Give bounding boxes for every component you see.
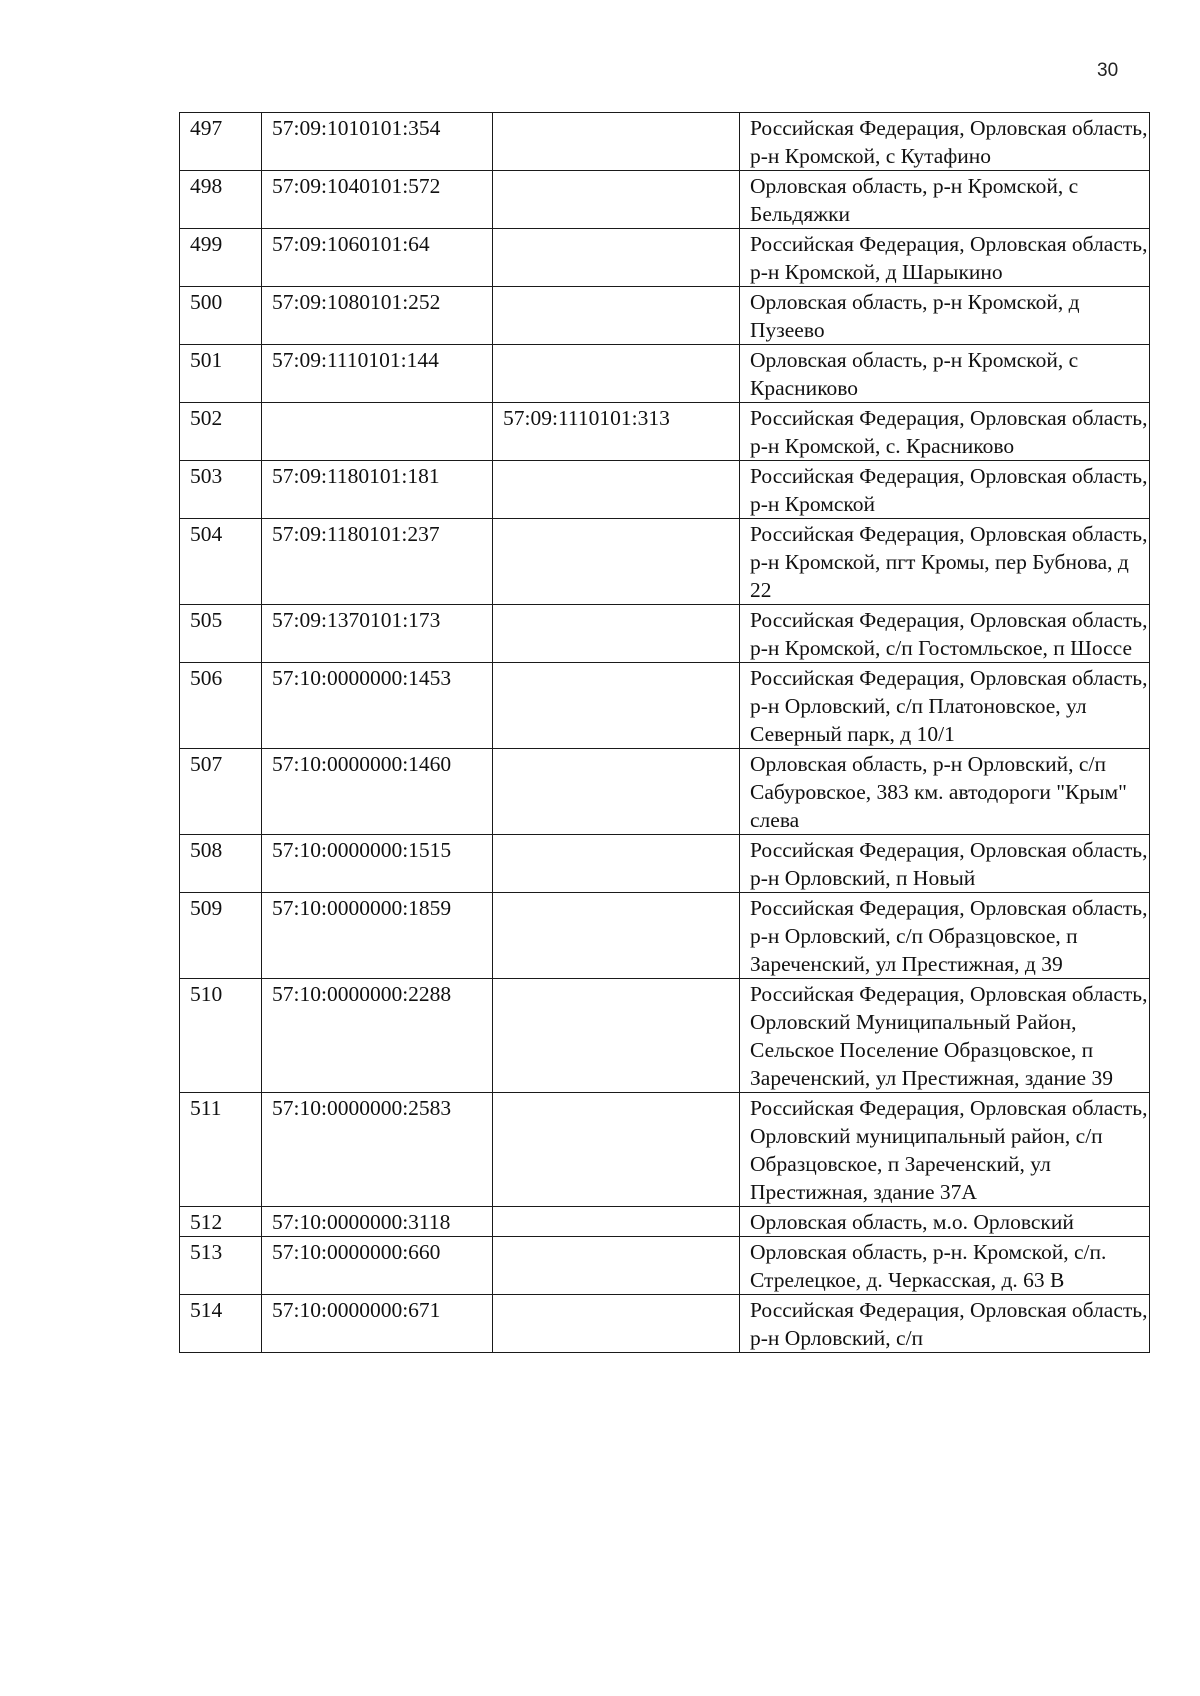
row-number-cell: 499 bbox=[180, 229, 262, 287]
cadastral-number-cell bbox=[262, 403, 493, 461]
table-row bbox=[180, 1237, 1150, 1295]
cadastral-number-cell: 57:09:1370101:173 bbox=[262, 605, 493, 663]
address-cell: Российская Федерация, Орловская область, р-н Орловский, с/п Образцовское, п Зареченский, ул Престижная, д 39 bbox=[740, 893, 1150, 979]
cadastral-number-alt-cell bbox=[493, 835, 740, 893]
cadastral-number-alt-cell bbox=[493, 663, 740, 749]
table-row bbox=[180, 519, 1150, 605]
cadastral-number-alt-cell bbox=[493, 1093, 740, 1207]
row-number-cell: 509 bbox=[180, 893, 262, 979]
cadastral-number-cell: 57:10:0000000:3118 bbox=[262, 1207, 493, 1237]
row-number-cell: 510 bbox=[180, 979, 262, 1093]
cadastral-number-alt-cell bbox=[493, 171, 740, 229]
table-row bbox=[180, 461, 1150, 519]
table-row bbox=[180, 403, 1150, 461]
cadastral-number-cell: 57:10:0000000:1453 bbox=[262, 663, 493, 749]
cadastral-number-alt-cell bbox=[493, 979, 740, 1093]
table-row bbox=[180, 345, 1150, 403]
cadastral-number-cell: 57:09:1010101:354 bbox=[262, 113, 493, 171]
cadastral-number-cell: 57:10:0000000:2288 bbox=[262, 979, 493, 1093]
cadastral-number-alt-cell bbox=[493, 229, 740, 287]
cadastral-number-cell: 57:10:0000000:660 bbox=[262, 1237, 493, 1295]
address-cell: Орловская область, р-н Кромской, с Красниково bbox=[740, 345, 1150, 403]
cadastral-number-cell: 57:10:0000000:2583 bbox=[262, 1093, 493, 1207]
table-row bbox=[180, 1093, 1150, 1207]
row-number-cell: 508 bbox=[180, 835, 262, 893]
cadastral-number-alt-cell bbox=[493, 1237, 740, 1295]
cadastral-number-alt-cell bbox=[493, 113, 740, 171]
cadastral-number-alt-cell bbox=[493, 345, 740, 403]
table-row bbox=[180, 113, 1150, 171]
row-number-cell: 504 bbox=[180, 519, 262, 605]
cadastral-number-cell: 57:09:1180101:181 bbox=[262, 461, 493, 519]
cadastral-number-cell: 57:10:0000000:1859 bbox=[262, 893, 493, 979]
address-cell: Российская Федерация, Орловская область, р-н Кромской, с. Красниково bbox=[740, 403, 1150, 461]
cadastral-number-cell: 57:09:1080101:252 bbox=[262, 287, 493, 345]
cadastral-number-cell: 57:09:1180101:237 bbox=[262, 519, 493, 605]
row-number-cell: 498 bbox=[180, 171, 262, 229]
address-cell: Российская Федерация, Орловская область, р-н Кромской, пгт Кромы, пер Бубнова, д 22 bbox=[740, 519, 1150, 605]
cadastral-number-alt-cell bbox=[493, 605, 740, 663]
address-cell: Орловская область, р-н Орловский, с/п Сабуровское, 383 км. автодороги "Крым" слева bbox=[740, 749, 1150, 835]
address-cell: Российская Федерация, Орловская область, р-н Кромской, с Кутафино bbox=[740, 113, 1150, 171]
registry-table bbox=[179, 112, 1150, 1353]
cadastral-number-alt-cell bbox=[493, 461, 740, 519]
table-row bbox=[180, 749, 1150, 835]
cadastral-number-cell: 57:09:1060101:64 bbox=[262, 229, 493, 287]
row-number-cell: 507 bbox=[180, 749, 262, 835]
cadastral-number-alt-cell bbox=[493, 287, 740, 345]
address-cell: Орловская область, р-н Кромской, с Бельдяжки bbox=[740, 171, 1150, 229]
address-cell: Российская Федерация, Орловская область, р-н Орловский, п Новый bbox=[740, 835, 1150, 893]
row-number-cell: 506 bbox=[180, 663, 262, 749]
address-cell: Российская Федерация, Орловская область, Орловский Муниципальный Район, Сельское Поселение Образцовское, п Зареченский, ул Престижная, здание 39 bbox=[740, 979, 1150, 1093]
cadastral-number-cell: 57:09:1040101:572 bbox=[262, 171, 493, 229]
row-number-cell: 500 bbox=[180, 287, 262, 345]
address-cell: Российская Федерация, Орловская область, р-н Орловский, с/п bbox=[740, 1295, 1150, 1353]
cadastral-number-cell: 57:09:1110101:144 bbox=[262, 345, 493, 403]
address-cell: Российская Федерация, Орловская область, р-н Кромской, д Шарыкино bbox=[740, 229, 1150, 287]
address-cell: Орловская область, р-н Кромской, д Пузеево bbox=[740, 287, 1150, 345]
cadastral-number-alt-cell: 57:09:1110101:313 bbox=[493, 403, 740, 461]
table-row bbox=[180, 979, 1150, 1093]
cadastral-number-alt-cell bbox=[493, 749, 740, 835]
table-row bbox=[180, 893, 1150, 979]
cadastral-number-cell: 57:10:0000000:1515 bbox=[262, 835, 493, 893]
registry-table-body bbox=[180, 113, 1150, 1353]
row-number-cell: 514 bbox=[180, 1295, 262, 1353]
row-number-cell: 511 bbox=[180, 1093, 262, 1207]
table-row bbox=[180, 605, 1150, 663]
table-row bbox=[180, 171, 1150, 229]
cadastral-number-alt-cell bbox=[493, 893, 740, 979]
table-row bbox=[180, 287, 1150, 345]
address-cell: Орловская область, м.о. Орловский bbox=[740, 1207, 1150, 1237]
table-row bbox=[180, 1295, 1150, 1353]
cadastral-number-alt-cell bbox=[493, 519, 740, 605]
table-row bbox=[180, 663, 1150, 749]
address-cell: Орловская область, р-н. Кромской, с/п. Стрелецкое, д. Черкасская, д. 63 В bbox=[740, 1237, 1150, 1295]
table-row bbox=[180, 1207, 1150, 1237]
row-number-cell: 513 bbox=[180, 1237, 262, 1295]
cadastral-number-alt-cell bbox=[493, 1295, 740, 1353]
cadastral-number-cell: 57:10:0000000:1460 bbox=[262, 749, 493, 835]
row-number-cell: 505 bbox=[180, 605, 262, 663]
page-number: 30 bbox=[1097, 60, 1119, 81]
address-cell: Российская Федерация, Орловская область, р-н Орловский, с/п Платоновское, ул Северный парк, д 10/1 bbox=[740, 663, 1150, 749]
cadastral-number-alt-cell bbox=[493, 1207, 740, 1237]
table-row bbox=[180, 229, 1150, 287]
address-cell: Российская Федерация, Орловская область, Орловский муниципальный район, с/п Образцовское, п Зареченский, ул Престижная, здание 37А bbox=[740, 1093, 1150, 1207]
address-cell: Российская Федерация, Орловская область, р-н Кромской bbox=[740, 461, 1150, 519]
cadastral-number-cell: 57:10:0000000:671 bbox=[262, 1295, 493, 1353]
row-number-cell: 502 bbox=[180, 403, 262, 461]
row-number-cell: 501 bbox=[180, 345, 262, 403]
table-row bbox=[180, 835, 1150, 893]
row-number-cell: 497 bbox=[180, 113, 262, 171]
row-number-cell: 503 bbox=[180, 461, 262, 519]
address-cell: Российская Федерация, Орловская область, р-н Кромской, с/п Гостомльское, п Шоссе bbox=[740, 605, 1150, 663]
row-number-cell: 512 bbox=[180, 1207, 262, 1237]
